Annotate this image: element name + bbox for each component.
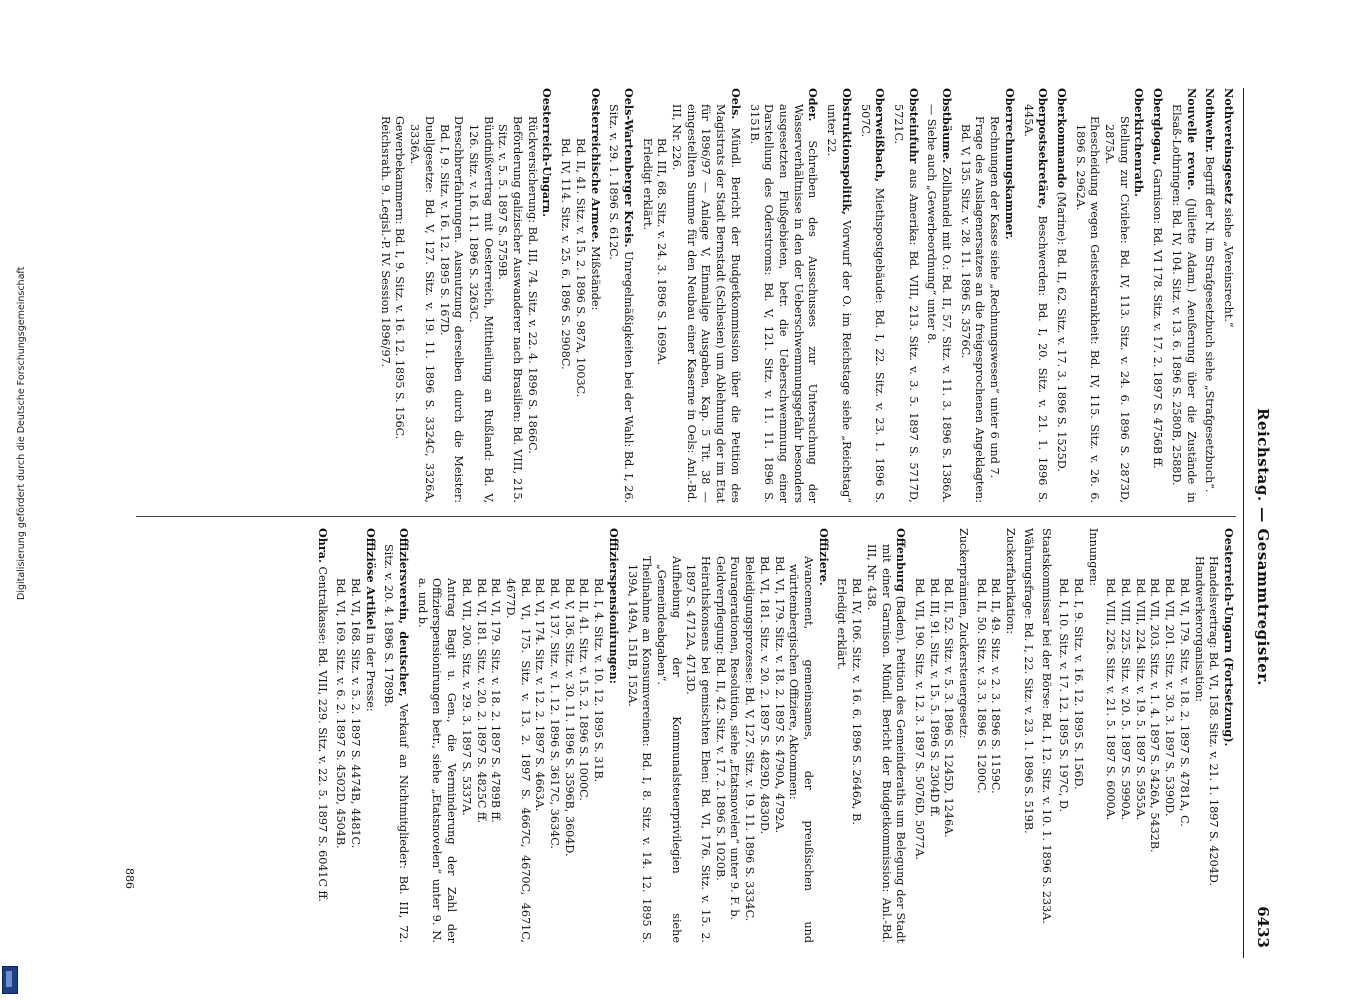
dfg-logo: [2, 966, 18, 994]
register-entry: [1020, 528, 1035, 943]
register-entry: [890, 88, 920, 503]
entry-text: (Marine): Bd. II, 62. Sitz. v. 17. 3. 1896 S. 1525D.: [1054, 188, 1068, 472]
entry-reference: Bd. VII, 190. Sitz. v. 12. 3. 1897 S. 5076D, 5077A.: [912, 578, 926, 861]
entry-headword: Oels-Wartenberger Kreis.: [621, 88, 636, 248]
register-entry: [639, 88, 743, 503]
entry-headword: Obstbäume.: [940, 88, 955, 164]
entry-text: Centralkasse: Bd. VIII, 229. Sitz. v. 22. 5. 1897 S. 6041C ff.: [315, 562, 329, 902]
entry-text: Zuckerfabrikation:: [1004, 528, 1018, 635]
entry-headword: Offiziere.: [816, 528, 831, 586]
entry-subline: Beförderung galizischer Auswanderer nach Brasilien: Bd. VIII, 215. Sitz. v. 5. 5. 1897 S. 5759B.: [496, 116, 525, 503]
entry-reference: Bd. I, 9. Sitz. v. 16. 12. 1895 S. 156D.: [1071, 578, 1085, 790]
entry-headword: Oesterreich-Ungarn.: [540, 88, 555, 218]
entry-reference: Bd. III, 91. Sitz. v. 15. 5. 1896 S. 2304D ff.: [927, 578, 941, 818]
register-entry: [1053, 88, 1069, 503]
entry-text: Miethspostgebäude: Bd. I, 22. Sitz. v. 23. 1. 1896 S. 507C.: [858, 104, 887, 503]
register-entry: [746, 88, 821, 503]
entry-reference: Erledigt erklärt.: [640, 138, 654, 231]
entry-reference: Bd. VI, 179. Sitz. v. 18. 2. 1897 S. 4781A, C.: [1177, 578, 1191, 827]
entry-headword: Oder.: [806, 88, 821, 122]
register-entry: [911, 528, 970, 943]
entry-headword: Offiziöse Artikel: [363, 528, 378, 630]
entry-text: Garnison: Bd. VI 178. Sitz. v. 17. 2. 1897 S. 4756B ff.: [1151, 165, 1165, 469]
entry-headword: Oberpostsekretäre,: [1036, 88, 1051, 209]
digitization-credit: [0, 0, 27, 1000]
entry-reference: Bd. IV, 114. Sitz. v. 25. 6. 1896 S. 2908C.: [559, 138, 573, 370]
footer-number: 886: [123, 868, 136, 889]
entry-reference: Bd. VI, 174. Sitz. v. 12. 2. 1897 S. 4663A.: [533, 578, 547, 812]
entry-headword: Obstruktionspolitik,: [839, 88, 854, 215]
entry-reference: Bd. VIII, 224. Sitz. v. 19. 5. 1897 S. 5955A.: [1133, 578, 1147, 821]
entry-text: Verkauf an Nichtmitglieder: Bd. III, 72. Sitz. v. 20. 4. 1896 S. 1789B.: [382, 544, 411, 943]
register-entry: [414, 528, 621, 943]
entry-reference: Bd. VI, 169. Sitz. v. 6. 2. 1897 S. 4502D, 4504B.: [334, 578, 348, 849]
register-entry: [333, 528, 378, 943]
entry-reference: Bd. I, 4. Sitz. v. 10. 12. 1895 S. 31B.: [592, 578, 606, 783]
entry-headword: Oesterreich-Ungarn (Fortsetzung).: [1222, 528, 1236, 747]
entry-subline: Avancement, gemeinsames, der preußischen und württembergischen Offiziere, Aktommen:: [787, 556, 816, 943]
register-entry: [834, 528, 909, 943]
entry-reference: Bd. VI, 175. Sitz. v. 13. 2. 1897 S. 4667C, 4670C, 4671C, 4677D.: [503, 578, 532, 943]
entry-text: Zuckerprämien, Zuckersteuergesetz:: [957, 528, 971, 739]
entry-headword: Offiziersverein, deutscher,: [397, 528, 412, 697]
register-entry: [857, 88, 887, 503]
entry-text: Unregelmäßigkeiten bei der Wahl: Bd. I, 26. Sitz. v. 29. 1. 1896 S. 612C.: [607, 104, 635, 504]
entry-subline: Stellung zur Civilehe: Bd. IV, 113. Sitz. v. 24. 6. 1896 S. 2873D, 2875A.: [1103, 116, 1131, 503]
entry-text: Mündl. Bericht der Budgetkommission über die Petition des Magistrats der Stadt Bernstadt (Schlesien) um Ablehnung der im Etat für 1896/97 — Anlage V, Einmalige Ausgaben, Kap. 5 Tit. 38 — eingestellten Summe für den Neubau einer Kaserne in Oels: Anl.-Bd. III, Nr. 226.: [670, 104, 742, 503]
register-entry: [1056, 528, 1100, 943]
entry-reference: Bd. II, 50. Sitz. v. 3. 3. 1896 S. 1200C.: [974, 578, 988, 794]
entry-headword: Oberkommando: [1054, 88, 1069, 189]
entry-text: Vorwurf der O. im Reichstage siehe „Reichstag“ unter 22.: [825, 104, 853, 503]
register-entry: [957, 88, 1017, 503]
entry-reference: Antrag Bagit u. Gen., die Verminderung der Zahl der Offizierspensionirungen betr., siehe „Etatsnovelen“ unter 9. N. a. und b.: [415, 578, 459, 943]
entry-headword: Ohra.: [315, 528, 330, 563]
entry-subline: Beleidigungsprozesse: Bd. V, 127. Sitz. v. 19. 11. 1896 S. 3334C.: [743, 556, 757, 922]
register-entry: [624, 528, 831, 943]
entry-reference: Bd. V, 136. Sitz. v. 30. 11. 1896 S. 3596B, 3604D.: [562, 578, 576, 857]
right-column: [311, 528, 1236, 943]
register-entry: [1038, 528, 1053, 943]
entry-subline: Fouragerationen, Resolution, siehe „Etatsnovelen“ unter 9. F. b.: [728, 556, 742, 921]
entry-subline: Ehescheidung wegen Geisteskrankheit: Bd. IV, 115. Sitz. v. 26. 6. 1896 S. 2962A.: [1073, 116, 1102, 503]
register-entry: [1103, 528, 1236, 943]
entry-text: siehe „Vereinsrecht.“: [1222, 204, 1235, 328]
entry-reference: Bd. V, 137. Sitz. v. 1. 12. 1896 S. 3617C, 3634C.: [548, 578, 562, 849]
entry-text: Innungen:: [1086, 528, 1100, 586]
entry-reference: Bd. II, 52. Sitz. v. 5. 3. 1896 S. 1245D, 1246A.: [942, 578, 956, 838]
entry-reference: Bd. VII, 203. Sitz. v. 1. 4. 1897 S. 5426A, 5432B.: [1148, 578, 1162, 853]
page-header: [1246, 88, 1276, 948]
entry-reference: Bd. VIII, 225. Sitz. v. 20. 5. 1897 S. 5990A.: [1119, 578, 1133, 821]
page-number: 6433: [1254, 906, 1272, 948]
entry-text: Begriff der N. im Strafgesetzbuch siehe „Strafgesetzbuch“.: [1203, 152, 1217, 493]
register-entry: [1202, 88, 1218, 503]
register-entry: [557, 88, 602, 503]
entry-subline: Reichsrath. 9. Legisl.-P. IV. Session 1896/97.: [378, 116, 392, 368]
entry-subline: Bd. VI, 179. Sitz. v. 18. 2. 1897 S. 4790A, 4792A.: [772, 556, 786, 834]
entry-subline: Rechnungen der Kasse siehe „Rechnungswesen“ unter 6 und 7.: [988, 116, 1002, 479]
left-column: [374, 88, 1236, 503]
entry-headword: Oberrechnungskammer.: [1002, 88, 1017, 240]
entry-text: Beschwerden: Bd. I, 20. Sitz. v. 21. 1. 1896 S. 445A.: [1021, 104, 1050, 503]
entry-subline: Bündnißvertrag mit Oesterreich, Mittheilung an Rußland: Bd. V, 126. Sitz. v. 16. 11. 1896 S. 3263C.: [466, 116, 495, 503]
register-entry: [377, 88, 554, 503]
entry-subline: Aufhebung der Kommunalsteuerprivilegien siehe „Gemeindeabgaben“.: [654, 556, 683, 943]
column-divider: [136, 516, 1236, 517]
entry-headword: Oesterreichische Armee.: [588, 88, 603, 243]
entry-headword: Nouvelle revue.: [1184, 88, 1199, 191]
register-entry: [1220, 88, 1236, 503]
rotated-register-page: [76, 88, 1276, 968]
entry-headword: Oels.: [728, 88, 743, 120]
entry-reference: Bd. II, 41. Sitz. v. 15. 2. 1896 S. 1000C.: [577, 578, 591, 801]
register-entry: [1168, 88, 1198, 503]
register-entry: [606, 88, 636, 503]
entry-reference: Bd. II, 41. Sitz. v. 15. 2. 1896 S. 987A, 1003C.: [573, 138, 587, 398]
entry-subline: Heirathskonsens bei gemischten Ehen: Bd. VI, 176. Sitz. v. 15. 2. 1897 S. 4712A, 4713D.: [684, 556, 713, 943]
entry-headword: Oberweißbach,: [873, 88, 888, 182]
entry-reference: Bd. VI, 179. Sitz. v. 18. 2. 1897 S. 4789B ff.: [489, 578, 503, 823]
entry-headword: Offizierspensionirungen:: [606, 528, 621, 684]
entry-text: (Juliette Adam.) Aeußerung über die Zustände in Elsaß-Lothringen: Bd. IV, 104. Sitz. v. 13. 6. 1896 S. 2580B, 2588D.: [1169, 104, 1198, 503]
entry-subline: Rückversicherung: Bd. III, 74. Sitz. v. 22. 4. 1896 S. 1866C.: [525, 116, 539, 454]
entry-headword: Nothvereinsgesetz: [1222, 88, 1236, 205]
entry-reference: Bd. III, 68. Sitz. v. 24. 3. 1896 S. 1699A.: [655, 138, 669, 366]
header-rule: [1243, 88, 1244, 958]
entry-subline: Dreschbrerfahrungen. Ausnutzung derselben durch die Meister: Bd. I, 9. Sitz. v. 16. 12. 1895 S. 167D.: [437, 116, 466, 503]
entry-subline: Bd. VI, 181. Sitz. v. 20. 2. 1897 S. 4829D, 4830D.: [757, 556, 771, 835]
page-title: Reichstag. — Gesammtregister.: [1254, 408, 1272, 686]
entry-headword: Offenburg: [894, 528, 909, 592]
credit-text: Digitalisierung gefördert durch die Deutsche Forschungsgemeinschaft: [16, 266, 27, 600]
entry-text: Mißstände:: [588, 242, 602, 311]
entry-subline: Theilnahme an Konsumvereinen: Bd. I, 8. Sitz. v. 14. 12. 1895 S. 139A, 149A, 151B, 152A.: [625, 556, 654, 943]
entry-text: aus Amerika: Bd. VIII, 213. Sitz. v. 3. 5. 1897 S. 5717D, 5721C.: [891, 104, 920, 503]
entry-subline: Duellgesetze: Bd. V, 127. Sitz. v. 19. 11. 1896 S. 3324C, 3326A, 3336A.: [408, 116, 436, 503]
entry-text: (Baden). Petition des Gemeinderaths um Belegung der Stadt mit einer Garnison. Mündl. Bericht der Budgetkommission: Anl.-Bd. III, Nr. 438.: [864, 544, 908, 943]
entry-reference: Bd. VII, 200. Sitz. v. 29. 3. 1897 S. 5337A.: [459, 578, 473, 816]
entry-subline: Handwerkerorganisation:: [1192, 556, 1206, 702]
register-entry: [924, 88, 954, 503]
entry-text: Staatskommissar bei der Börse: Bd. I, 12. Sitz. v. 10. 1. 1896 S. 233A.: [1039, 528, 1053, 924]
entry-reference: Bd. VIII, 226. Sitz. v. 21. 5. 1897 S. 6000A.: [1104, 578, 1118, 821]
entry-reference: Bd. II, 49. Sitz. v. 2. 3. 1896 S. 1159C.: [989, 578, 1003, 794]
register-entry: [314, 528, 330, 943]
entry-headword: Oberkirchenrath.: [1132, 88, 1147, 198]
register-entry: [1072, 88, 1147, 503]
entry-subline: Frage des Auslagenersatzes an die freigesprochenen Angeklagten: Bd. V, 135. Sitz. v. 28. 11. 1896 S. 3576C.: [958, 116, 987, 503]
entry-reference: Bd. VII, 201. Sitz. v. 30. 3. 1897 S. 5390D.: [1163, 578, 1177, 817]
entry-headword: Obsteinfuhr: [906, 88, 921, 164]
entry-reference: Bd. VI, 168. Sitz. v. 5. 2. 1897 S. 4474B, 4481C.: [348, 578, 362, 849]
entry-reference: Bd. IV, 106. Sitz. v. 16. 6. 1896 S. 2646A, B.: [850, 578, 864, 825]
entry-headword: Nothwehr.: [1203, 88, 1218, 153]
entry-reference: Bd. VI, 181. Sitz. v. 20. 2. 1897 S. 4825C ff.: [474, 578, 488, 824]
entry-text: Schreiben des Ausschusses zur Untersuchung der Wasserverhältnisse in den der Ueberschwemmungsgefahr besonders ausgesetzten Flußgebieten, betr. die Ueberschwemmung einer Darstellung des Oderstroms: Bd. V, 121. Sitz. v. 11. 11. 1896 S. 3151B.: [747, 104, 820, 503]
entry-subline: Gewerbekammern: Bd. I, 9. Sitz. v. 16. 12. 1895 S. 156C.: [393, 116, 407, 440]
register-entry: [381, 528, 411, 943]
entry-subline: Handelsvertrag: Bd. VI, 158. Sitz. v. 21. 1. 1897 S. 4204D.: [1207, 556, 1221, 887]
entry-text: in der Presse:: [363, 629, 377, 712]
entry-headword: Oberglogau,: [1151, 88, 1166, 166]
register-entry: [1020, 88, 1050, 503]
register-entry: [823, 88, 853, 503]
register-entry: [1149, 88, 1165, 503]
entry-reference: Erledigt erklärt.: [835, 578, 849, 671]
entry-text: Währungsfrage: Bd. I, 22. Sitz. v. 23. 1. 1896 S. 519B.: [1021, 528, 1035, 834]
entry-subline: Geldverpflegung: Bd. II, 42. Sitz. v. 17. 2. 1896 S. 1020B.: [713, 556, 727, 881]
register-entry: [973, 528, 1017, 943]
entry-reference: Bd. I, 10. Sitz. v. 17. 12. 1895 S. 197C, D.: [1057, 578, 1071, 813]
entry-text: Zollhandel mit O.: Bd. II, 57. Sitz. v. 11. 3. 1896 S. 1386A. — Siehe auch „Gewerbeordnung“ unter 8.: [925, 104, 954, 503]
